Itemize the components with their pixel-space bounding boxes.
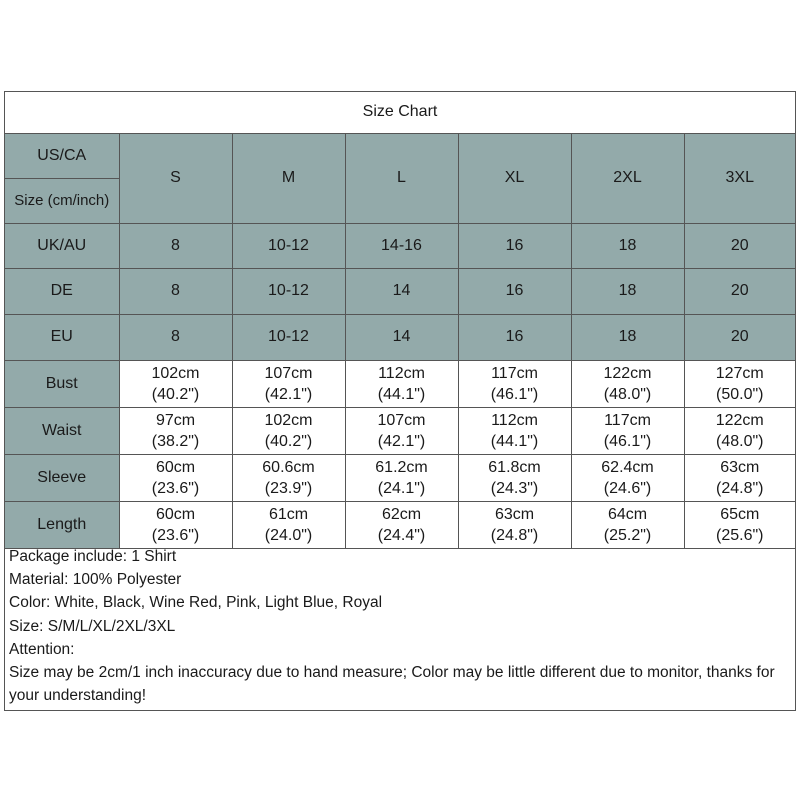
measurement-cell bbox=[119, 454, 232, 501]
region-size-cell: 18 bbox=[571, 223, 684, 268]
region-size-cell: 10-12 bbox=[232, 268, 345, 314]
measurement-cell bbox=[458, 501, 571, 548]
measurement-cm: 97cm bbox=[155, 411, 196, 429]
measurement-inch: (23.9") bbox=[264, 479, 313, 497]
measurement-inch: (42.1") bbox=[264, 385, 313, 403]
measurement-cell bbox=[345, 360, 458, 407]
region-row bbox=[5, 223, 795, 268]
measurement-row bbox=[5, 454, 795, 501]
measurement-cm: 62.4cm bbox=[601, 458, 654, 476]
region-size-cell: 18 bbox=[571, 268, 684, 314]
measurement-cm: 60cm bbox=[155, 505, 196, 523]
measurement-label: Waist bbox=[5, 407, 119, 454]
measurement-cell bbox=[119, 360, 232, 407]
measurement-inch: (48.0") bbox=[603, 385, 652, 403]
region-size-cell: 16 bbox=[458, 314, 571, 360]
measurement-inch: (40.2") bbox=[151, 385, 200, 403]
note-disclaimer: Size may be 2cm/1 inch inaccuracy due to hand measure; Color may be little different due to monitor, thanks for your understanding! bbox=[9, 664, 775, 705]
region-size-cell: 20 bbox=[684, 268, 795, 314]
region-size-cell: 8 bbox=[119, 268, 232, 314]
region-size-cell: 20 bbox=[684, 223, 795, 268]
measurement-cell bbox=[119, 407, 232, 454]
measurement-cm: 63cm bbox=[720, 458, 760, 476]
measurement-inch: (25.2") bbox=[603, 526, 652, 544]
measurement-cell bbox=[232, 454, 345, 501]
measurement-cell bbox=[345, 454, 458, 501]
region-label: EU bbox=[5, 314, 119, 360]
size-header-l: L bbox=[345, 133, 458, 223]
measurement-cell bbox=[458, 407, 571, 454]
measurement-cm: 65cm bbox=[720, 505, 760, 523]
measurement-inch: (24.0") bbox=[264, 526, 313, 544]
measurement-cell bbox=[232, 501, 345, 548]
measurement-cm: 61.8cm bbox=[488, 458, 541, 476]
size-header-s: S bbox=[119, 133, 232, 223]
measurement-row bbox=[5, 501, 795, 548]
measurement-cm: 107cm bbox=[377, 411, 426, 429]
region-size-cell: 14-16 bbox=[345, 223, 458, 268]
measurement-cm: 122cm bbox=[603, 364, 652, 382]
measurement-cm: 61cm bbox=[268, 505, 309, 523]
measurement-inch: (24.4") bbox=[377, 526, 426, 544]
measurement-cell bbox=[458, 454, 571, 501]
size-unit-label: Size (cm/inch) bbox=[5, 178, 119, 223]
measurement-inch: (40.2") bbox=[264, 432, 313, 450]
size-chart-table bbox=[5, 92, 795, 549]
measurement-cm: 117cm bbox=[491, 364, 538, 382]
region-row bbox=[5, 314, 795, 360]
region-label: DE bbox=[5, 268, 119, 314]
measurement-cm: 122cm bbox=[715, 411, 764, 429]
measurement-label: Sleeve bbox=[5, 454, 119, 501]
region-size-cell: 14 bbox=[345, 314, 458, 360]
measurement-cm: 62cm bbox=[381, 505, 422, 523]
region-size-cell: 20 bbox=[684, 314, 795, 360]
measurement-row bbox=[5, 407, 795, 454]
measurement-cell bbox=[232, 360, 345, 407]
measurement-cell bbox=[571, 407, 684, 454]
measurement-inch: (46.1") bbox=[603, 432, 652, 450]
size-chart-document bbox=[4, 91, 796, 711]
measurement-inch: (50.0") bbox=[716, 385, 764, 403]
region-size-cell: 8 bbox=[119, 223, 232, 268]
chart-title: Size Chart bbox=[5, 92, 795, 133]
measurement-cell bbox=[571, 501, 684, 548]
measurement-cm: 102cm bbox=[151, 364, 200, 382]
region-label: UK/AU bbox=[5, 223, 119, 268]
measurement-cm: 112cm bbox=[378, 364, 425, 382]
measurement-inch: (24.6") bbox=[603, 479, 652, 497]
measurement-cm: 63cm bbox=[494, 505, 535, 523]
note-package: Package include: 1 Shirt bbox=[9, 548, 177, 565]
note-color: Color: White, Black, Wine Red, Pink, Light Blue, Royal bbox=[9, 594, 383, 612]
size-header-xl: XL bbox=[458, 133, 571, 223]
region-size-cell: 8 bbox=[119, 314, 232, 360]
measurement-cell bbox=[684, 407, 795, 454]
measurement-cell bbox=[119, 501, 232, 548]
measurement-cell bbox=[684, 501, 795, 548]
measurement-inch: (44.1") bbox=[490, 432, 539, 450]
measurement-cell bbox=[684, 360, 795, 407]
region-size-cell: 10-12 bbox=[232, 314, 345, 360]
product-notes bbox=[5, 545, 795, 707]
measurement-inch: (38.2") bbox=[151, 432, 200, 450]
measurement-inch: (46.1") bbox=[490, 385, 539, 403]
measurement-inch: (24.1") bbox=[377, 479, 426, 497]
measurement-cm: 127cm bbox=[715, 364, 764, 382]
measurement-cm: 61.2cm bbox=[375, 458, 428, 476]
measurement-inch: (48.0") bbox=[716, 432, 764, 450]
measurement-cell bbox=[345, 501, 458, 548]
region-size-cell: 16 bbox=[458, 268, 571, 314]
measurement-label: Bust bbox=[5, 360, 119, 407]
measurement-inch: (23.6") bbox=[151, 479, 200, 497]
measurement-inch: (44.1") bbox=[377, 385, 426, 403]
region-row bbox=[5, 268, 795, 314]
note-attention: Attention: bbox=[9, 640, 75, 658]
measurement-cell bbox=[458, 360, 571, 407]
size-header-m: M bbox=[232, 133, 345, 223]
note-material: Material: 100% Polyester bbox=[9, 571, 182, 589]
measurement-cm: 64cm bbox=[607, 505, 648, 523]
us-ca-label: US/CA bbox=[5, 133, 119, 178]
measurement-label: Length bbox=[5, 501, 119, 548]
region-size-cell: 14 bbox=[345, 268, 458, 314]
size-header-3xl: 3XL bbox=[684, 133, 795, 223]
measurement-cm: 60.6cm bbox=[262, 458, 315, 476]
measurement-inch: (24.8") bbox=[490, 526, 539, 544]
measurement-inch: (42.1") bbox=[377, 432, 426, 450]
measurement-inch: (23.6") bbox=[151, 526, 200, 544]
measurement-inch: (24.8") bbox=[716, 479, 764, 497]
measurement-cell bbox=[345, 407, 458, 454]
measurement-cell bbox=[571, 360, 684, 407]
measurement-cell bbox=[232, 407, 345, 454]
region-size-cell: 18 bbox=[571, 314, 684, 360]
measurement-row bbox=[5, 360, 795, 407]
measurement-cm: 60cm bbox=[155, 458, 196, 476]
size-header-2xl: 2XL bbox=[571, 133, 684, 223]
measurement-cm: 112cm bbox=[491, 411, 538, 429]
region-size-cell: 10-12 bbox=[232, 223, 345, 268]
measurement-cm: 102cm bbox=[264, 411, 313, 429]
measurement-inch: (25.6") bbox=[716, 526, 764, 544]
region-size-cell: 16 bbox=[458, 223, 571, 268]
measurement-cell bbox=[684, 454, 795, 501]
note-size: Size: S/M/L/XL/2XL/3XL bbox=[9, 617, 176, 635]
measurement-cell bbox=[571, 454, 684, 501]
measurement-inch: (24.3") bbox=[490, 479, 539, 497]
measurement-cm: 117cm bbox=[604, 411, 651, 429]
measurement-cm: 107cm bbox=[264, 364, 313, 382]
